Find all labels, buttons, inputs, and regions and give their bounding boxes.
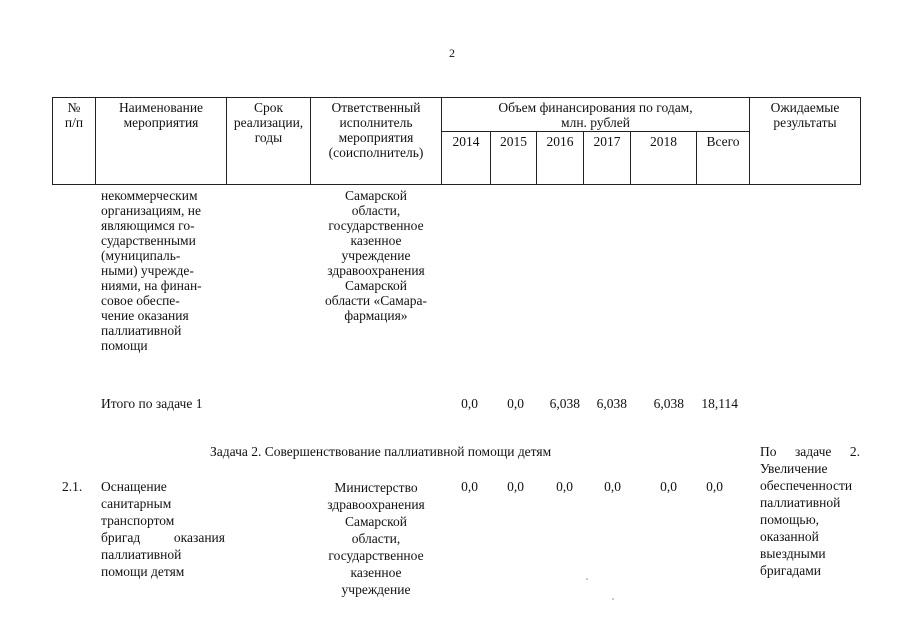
total-task1-label: Итого по задаче 1 (101, 396, 203, 411)
scan-speck (612, 598, 614, 600)
continuation-executor: Самарской области, государственное казенное учреждение здравоохранения Самарской области «Самара- фармация» (325, 188, 427, 323)
row-executor: Министерство здравоохранения Самарской области, государственное казенное учреждение (327, 480, 425, 597)
row-name-line: Оснащение (101, 479, 167, 494)
header-bottom-border (52, 184, 861, 185)
row-name-line: помощи детям (101, 564, 185, 579)
header-funding: Объем финансирования по годам, млн. рублей (498, 100, 693, 130)
row-value: 0,0 (660, 479, 677, 494)
result-line: бригадами (760, 563, 822, 578)
page-number: 2 (449, 46, 455, 60)
continuation-name: некоммерческим организациям, не являющимся го- сударственными (муниципаль- ными) учрежде- ниями, на финан- совое обеспе- чение оказания паллиативной помощи (101, 188, 202, 353)
header-name: Наименование мероприятия (118, 100, 204, 130)
total-value: 6,038 (653, 396, 684, 411)
header-total: Всего (706, 134, 740, 149)
row-name-line: транспортом (101, 513, 175, 528)
scan-speck (586, 578, 588, 580)
header-results: Ожидаемые результаты (770, 100, 840, 130)
header-top-border (52, 97, 861, 98)
result-line: Увеличение (760, 461, 828, 476)
header-year: 2016 (546, 134, 574, 149)
header-year: 2018 (650, 134, 677, 149)
header-year: 2014 (452, 134, 480, 149)
task2-title: Задача 2. Совершенствование паллиативной помощи детям (210, 444, 552, 459)
years-divider (441, 131, 749, 132)
row-name-line: бригад оказания (101, 530, 225, 545)
header-term: Срок реализации, годы (233, 100, 304, 145)
total-value: 6,038 (549, 396, 580, 411)
header-executor: Ответственный исполнитель мероприятия (соисполнитель) (328, 100, 424, 160)
result-line: помощью, (760, 512, 820, 527)
header-year: 2015 (500, 134, 527, 149)
header-year: 2017 (593, 134, 621, 149)
result-line: паллиативной (760, 495, 841, 510)
row-name-line: санитарным (101, 496, 172, 511)
total-value: 0,0 (507, 396, 524, 411)
col-border (860, 97, 861, 185)
result-line: оказанной (760, 529, 819, 544)
row-value: 0,0 (706, 479, 723, 494)
row-value: 0,0 (604, 479, 621, 494)
row-number: 2.1. (62, 479, 83, 494)
row-value: 0,0 (507, 479, 524, 494)
row-name-line: паллиативной (101, 547, 182, 562)
total-value: 18,114 (701, 396, 738, 411)
result-line: По задаче 2. (760, 444, 860, 459)
result-line: обеспеченности (760, 478, 853, 493)
total-value: 6,038 (596, 396, 627, 411)
header-num: № п/п (64, 100, 84, 130)
row-value: 0,0 (461, 479, 478, 494)
row-value: 0,0 (556, 479, 573, 494)
result-line: выездными (760, 546, 826, 561)
total-value: 0,0 (461, 396, 478, 411)
